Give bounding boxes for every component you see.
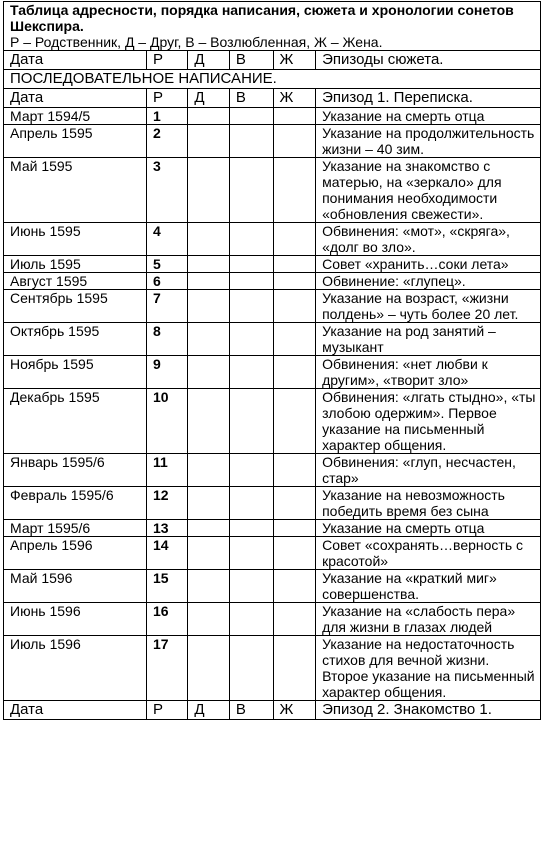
table-row	[4, 389, 541, 454]
title-cell	[4, 2, 541, 51]
ep1-header-d: Д	[188, 89, 229, 108]
cell-d	[188, 108, 229, 125]
table-row	[4, 290, 541, 323]
episode-text: Указание на «слабость пера» для жизни в глазах людей	[316, 603, 541, 636]
sonnet-number: 13	[146, 520, 187, 537]
sonnet-number: 12	[146, 487, 187, 520]
episode-text: Указание на смерть отца	[316, 108, 541, 125]
section-row	[4, 70, 541, 89]
cell-v	[229, 520, 273, 537]
sonnet-number: 17	[146, 636, 187, 701]
episode-text: Обвинения: «глуп, несчастен, стар»	[316, 454, 541, 487]
sonnet-number: 3	[146, 158, 187, 223]
episode-text: Указание на «краткий миг» совершенства.	[316, 570, 541, 603]
sonnets-table	[3, 1, 541, 720]
episode-text: Указание на продолжительность жизни – 40 зим.	[316, 125, 541, 158]
ep2-header-v: В	[229, 701, 273, 720]
cell-d	[188, 273, 229, 290]
date-cell: Ноябрь 1595	[4, 356, 147, 389]
ep1-header-v: В	[229, 89, 273, 108]
date-cell: Июнь 1596	[4, 603, 147, 636]
sonnet-number: 5	[146, 256, 187, 273]
sonnet-number: 10	[146, 389, 187, 454]
sonnet-number: 8	[146, 323, 187, 356]
sonnet-number: 2	[146, 125, 187, 158]
date-cell: Март 1594/5	[4, 108, 147, 125]
cell-v	[229, 256, 273, 273]
cell-v	[229, 454, 273, 487]
cell-v	[229, 223, 273, 256]
cell-zh	[273, 125, 316, 158]
sonnet-number: 15	[146, 570, 187, 603]
cell-zh	[273, 356, 316, 389]
header-r: Р	[146, 51, 187, 70]
cell-zh	[273, 223, 316, 256]
table-row	[4, 158, 541, 223]
table-row	[4, 108, 541, 125]
cell-d	[188, 570, 229, 603]
cell-v	[229, 603, 273, 636]
date-cell: Июль 1595	[4, 256, 147, 273]
cell-v	[229, 570, 273, 603]
ep2-header-zh: Ж	[273, 701, 316, 720]
episode-text: Указание на возраст, «жизни полдень» – чуть более 20 лет.	[316, 290, 541, 323]
table-row	[4, 256, 541, 273]
cell-zh	[273, 158, 316, 223]
cell-d	[188, 487, 229, 520]
date-cell: Май 1595	[4, 158, 147, 223]
cell-zh	[273, 290, 316, 323]
cell-d	[188, 256, 229, 273]
cell-v	[229, 487, 273, 520]
header-date: Дата	[4, 51, 147, 70]
cell-v	[229, 389, 273, 454]
table-row	[4, 520, 541, 537]
cell-zh	[273, 570, 316, 603]
cell-zh	[273, 273, 316, 290]
table-row	[4, 323, 541, 356]
episode-text: Обвинения: «нет любви к другим», «творит зло»	[316, 356, 541, 389]
ep1-header-date: Дата	[4, 89, 147, 108]
cell-d	[188, 125, 229, 158]
table-row	[4, 537, 541, 570]
sonnet-number: 4	[146, 223, 187, 256]
cell-v	[229, 636, 273, 701]
cell-d	[188, 537, 229, 570]
episode-text: Указание на недостаточность стихов для вечной жизни. Второе указание на письменный характер общения.	[316, 636, 541, 701]
table-row	[4, 603, 541, 636]
cell-d	[188, 290, 229, 323]
episode1-header-row	[4, 89, 541, 108]
episode-text: Указание на род занятий – музыкант	[316, 323, 541, 356]
section-title: ПОСЛЕДОВАТЕЛЬНОЕ НАПИСАНИЕ.	[4, 70, 541, 89]
table-row	[4, 223, 541, 256]
table-row	[4, 273, 541, 290]
cell-v	[229, 158, 273, 223]
table-row	[4, 487, 541, 520]
date-cell: Октябрь 1595	[4, 323, 147, 356]
ep2-header-date: Дата	[4, 701, 147, 720]
cell-zh	[273, 603, 316, 636]
table-row	[4, 454, 541, 487]
sonnet-number: 16	[146, 603, 187, 636]
cell-zh	[273, 636, 316, 701]
ep2-header-d: Д	[188, 701, 229, 720]
cell-zh	[273, 487, 316, 520]
header-v: В	[229, 51, 273, 70]
cell-zh	[273, 256, 316, 273]
cell-d	[188, 636, 229, 701]
ep2-header-r: Р	[146, 701, 187, 720]
title-row	[4, 2, 541, 51]
cell-v	[229, 125, 273, 158]
date-cell: Август 1595	[4, 273, 147, 290]
episode-text: Обвинения: «лгать стыдно», «ты злобою одержим». Первое указание на письменный характер общения.	[316, 389, 541, 454]
cell-zh	[273, 389, 316, 454]
date-cell: Сентябрь 1595	[4, 290, 147, 323]
header-episodes: Эпизоды сюжета.	[316, 51, 541, 70]
episode2-header-row	[4, 701, 541, 720]
episode-text: Обвинения: «мот», «скряга», «долг во зло».	[316, 223, 541, 256]
cell-zh	[273, 454, 316, 487]
date-cell: Июнь 1595	[4, 223, 147, 256]
date-cell: Апрель 1596	[4, 537, 147, 570]
cell-v	[229, 323, 273, 356]
date-cell: Апрель 1595	[4, 125, 147, 158]
ep1-header-r: Р	[146, 89, 187, 108]
cell-v	[229, 273, 273, 290]
cell-d	[188, 356, 229, 389]
sonnet-number: 7	[146, 290, 187, 323]
table-title: Таблица адресности, порядка написания, сюжета и хронологии сонетов Шекспира.	[10, 2, 514, 34]
table-row	[4, 125, 541, 158]
episode-text: Указание на знакомство с матерью, на «зеркало» для понимания необходимости «обновления свежести».	[316, 158, 541, 223]
cell-v	[229, 356, 273, 389]
cell-d	[188, 520, 229, 537]
cell-d	[188, 323, 229, 356]
cell-d	[188, 158, 229, 223]
header-zh: Ж	[273, 51, 316, 70]
cell-zh	[273, 537, 316, 570]
sonnet-number: 9	[146, 356, 187, 389]
cell-v	[229, 108, 273, 125]
sonnet-number: 14	[146, 537, 187, 570]
legend: Р – Родственник, Д – Друг, В – Возлюбленная, Ж – Жена.	[10, 34, 383, 50]
header-d: Д	[188, 51, 229, 70]
sonnet-number: 6	[146, 273, 187, 290]
cell-zh	[273, 108, 316, 125]
table-row	[4, 356, 541, 389]
header-row	[4, 51, 541, 70]
episode-text: Обвинение: «глупец».	[316, 273, 541, 290]
episode-text: Совет «сохранять…верность с красотой»	[316, 537, 541, 570]
cell-d	[188, 454, 229, 487]
date-cell: Май 1596	[4, 570, 147, 603]
table-row	[4, 570, 541, 603]
sonnet-number: 11	[146, 454, 187, 487]
sonnet-number: 1	[146, 108, 187, 125]
table-row	[4, 636, 541, 701]
cell-v	[229, 290, 273, 323]
date-cell: Декабрь 1595	[4, 389, 147, 454]
date-cell: Январь 1595/6	[4, 454, 147, 487]
ep1-header-zh: Ж	[273, 89, 316, 108]
date-cell: Июль 1596	[4, 636, 147, 701]
episode-text: Указание на невозможность победить время без сына	[316, 487, 541, 520]
date-cell: Март 1595/6	[4, 520, 147, 537]
episode-text: Совет «хранить…соки лета»	[316, 256, 541, 273]
cell-zh	[273, 520, 316, 537]
ep2-header-episode: Эпизод 2. Знакомство 1.	[316, 701, 541, 720]
cell-d	[188, 223, 229, 256]
ep1-header-episode: Эпизод 1. Переписка.	[316, 89, 541, 108]
episode-text: Указание на смерть отца	[316, 520, 541, 537]
date-cell: Февраль 1595/6	[4, 487, 147, 520]
cell-v	[229, 537, 273, 570]
cell-zh	[273, 323, 316, 356]
cell-d	[188, 389, 229, 454]
cell-d	[188, 603, 229, 636]
